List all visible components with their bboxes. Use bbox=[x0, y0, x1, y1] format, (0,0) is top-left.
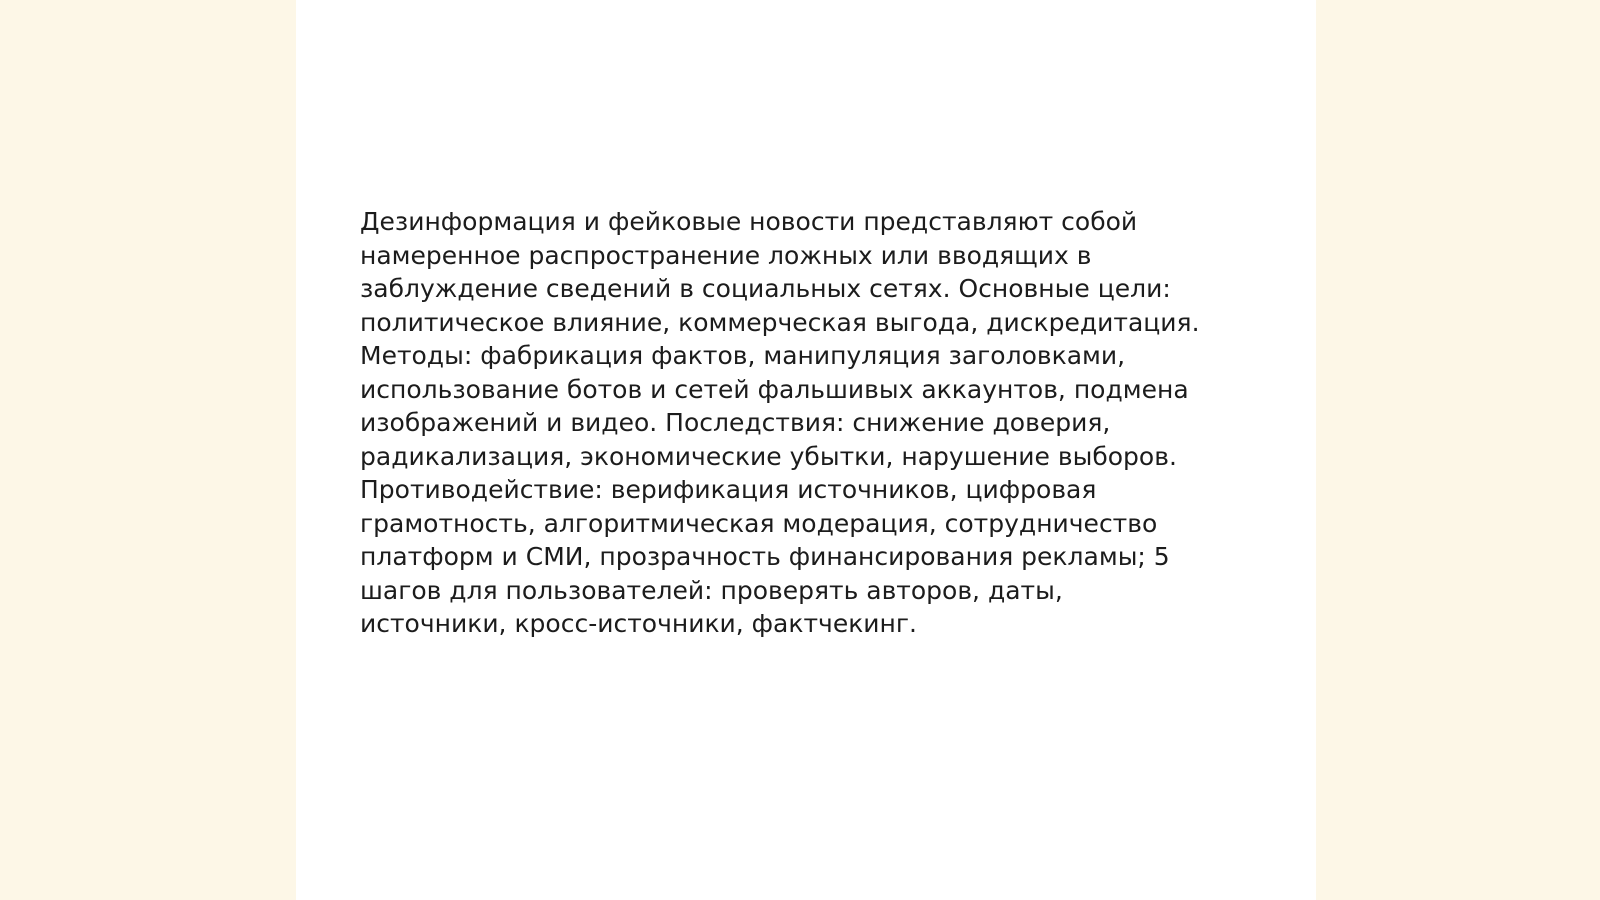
slide-body-text: Дезинформация и фейковые новости представляют собой намеренное распространение ложных или вводящих в заблуждение сведений в социальных сетях. Основные цели: политическое влияние, коммерческая выгода, дискредитация. Методы: фабрикация фактов, манипуляция заголовками, использование ботов и сетей фальшивых аккаунтов, подмена изображений и видео. Последствия: снижение доверия, радикализация, экономические убытки, нарушение выборов. Противодействие: верификация источников, цифровая грамотность, алгоритмическая модерация, сотрудничество платформ и СМИ, прозрачность финансирования рекламы; 5 шагов для пользователей: проверять авторов, даты, источники, кросс-источники, фактчекинг. bbox=[360, 207, 1200, 638]
slide bbox=[296, 0, 1316, 900]
